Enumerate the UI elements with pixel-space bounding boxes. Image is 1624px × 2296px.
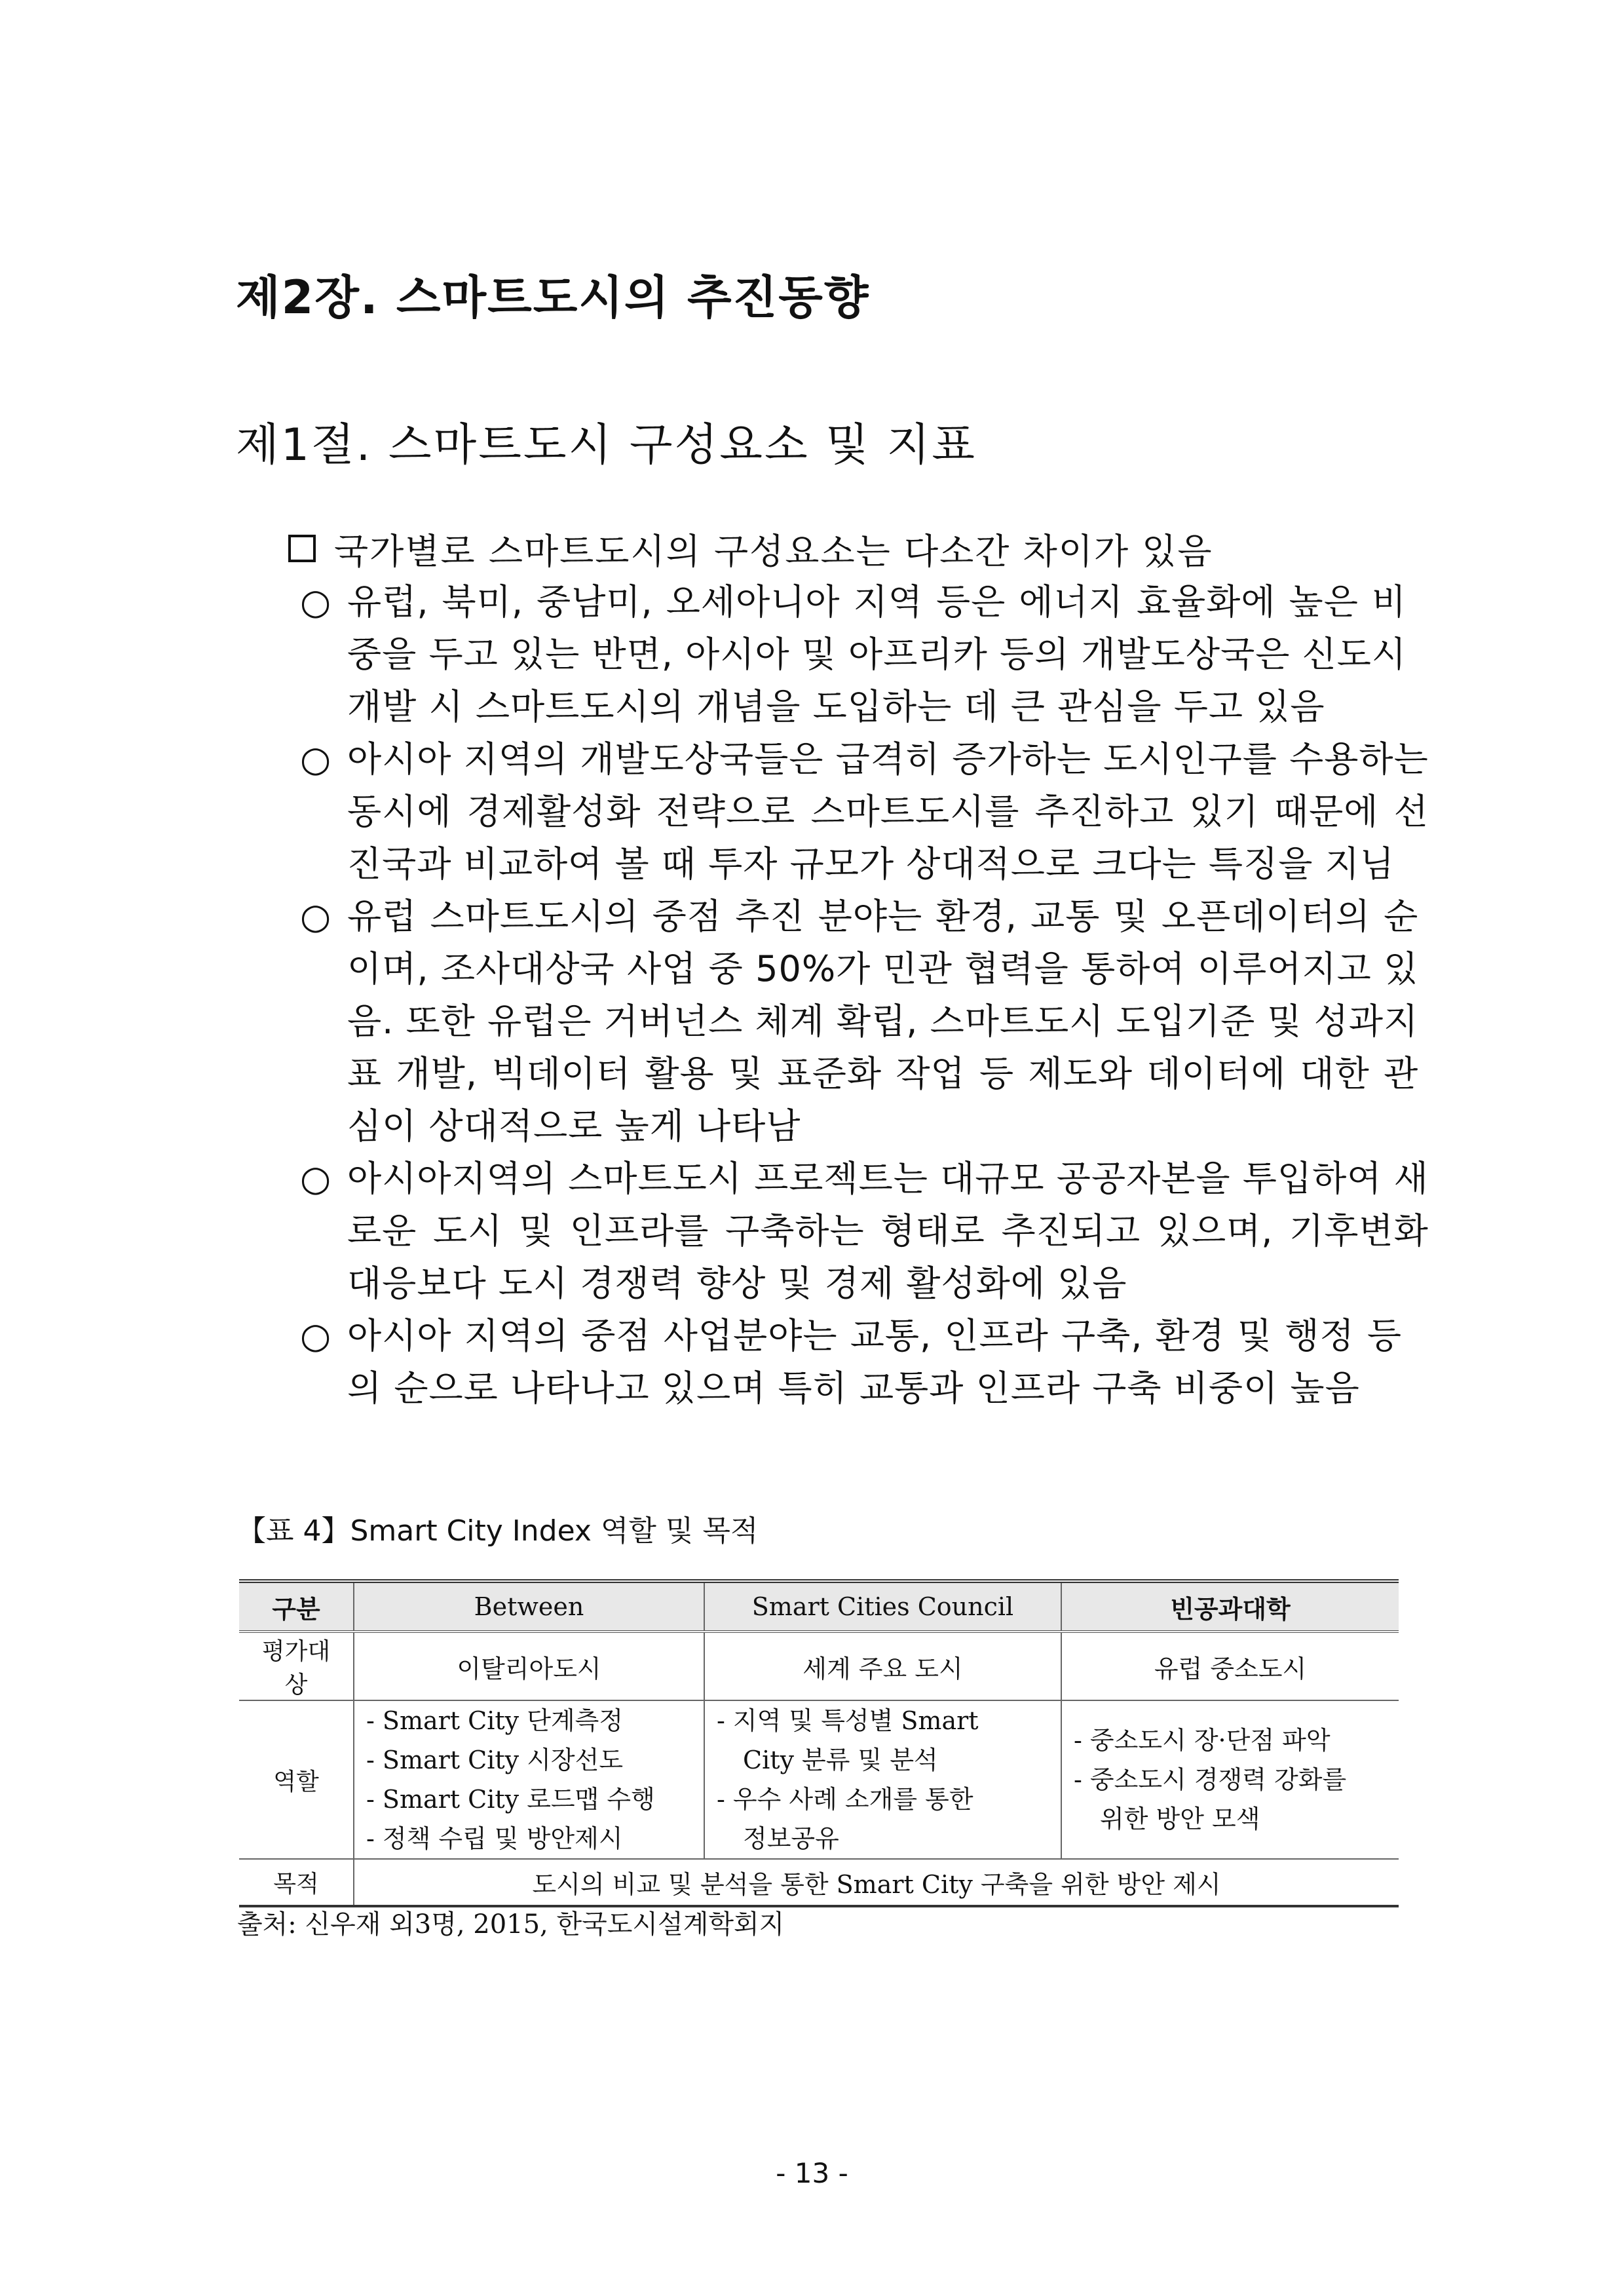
cell-line: - 정책 수립 및 방안제시 <box>366 1824 623 1853</box>
page-number: - 13 - <box>776 2157 848 2189</box>
text-line: 아시아지역의 스마트도시 프로젝트는 대규모 공공자본을 투입하여 새 <box>347 1158 1429 1199</box>
bullet-item <box>288 1310 1402 1415</box>
table-cell <box>354 1700 704 1859</box>
smart-city-index-table <box>239 1579 1399 1907</box>
text-line: 로운 도시 및 인프라를 구축하는 형태로 추진되고 있으며, 기후변화 <box>347 1210 1429 1252</box>
text-line: 유럽, 북미, 중남미, 오세아니아 지역 등은 에너지 효율화에 높은 비 <box>347 581 1407 622</box>
bullet-item <box>288 733 1429 890</box>
text-line: 진국과 비교하여 볼 때 투자 규모가 상대적으로 크다는 특징을 지님 <box>347 843 1395 885</box>
circle-bullet-icon: ○ <box>300 738 331 780</box>
row-label: 역할 <box>239 1700 354 1859</box>
table-cell <box>704 1700 1061 1859</box>
cell-line: 정보공유 <box>743 1824 839 1853</box>
bullet-item <box>288 890 1419 1153</box>
table-cell: 세계 주요 도시 <box>704 1632 1061 1700</box>
bullet-item <box>288 576 1407 733</box>
table-cell: 도시의 비교 및 분석을 통한 Smart City 구축을 위한 방안 제시 <box>354 1859 1399 1906</box>
section-title: 제1절. 스마트도시 구성요소 및 지표 <box>236 419 977 471</box>
text-line: 이며, 조사대상국 사업 중 50%가 민관 협력을 통하여 이루어지고 있 <box>347 948 1419 989</box>
cell-line: - 지역 및 특성별 Smart <box>717 1706 979 1735</box>
table-row-target <box>239 1632 1399 1700</box>
circle-bullet-icon: ○ <box>300 896 331 937</box>
cell-line: City 분류 및 분석 <box>743 1746 938 1774</box>
text-line: 유럽 스마트도시의 중점 추진 분야는 환경, 교통 및 오픈데이터의 순 <box>347 896 1419 937</box>
cell-line: 위한 방안 모색 <box>1100 1805 1260 1833</box>
body-text <box>288 521 1429 1415</box>
cell-line: - 중소도시 장·단점 파악 <box>1074 1726 1331 1755</box>
circle-bullet-icon: ○ <box>300 1315 331 1356</box>
checkbox-square-icon <box>288 535 316 562</box>
row-label: 목적 <box>239 1859 354 1906</box>
cell-line: - 우수 사례 소개를 통한 <box>717 1785 973 1814</box>
text-line: 심이 상대적으로 높게 나타남 <box>347 1105 801 1147</box>
table-cell: 이탈리아도시 <box>354 1632 704 1700</box>
table-source: 출처: 신우재 외3명, 2015, 한국도시설계학회지 <box>237 1909 785 1940</box>
table-row-role <box>239 1700 1399 1859</box>
text-line: 중을 두고 있는 반면, 아시아 및 아프리카 등의 개발도상국은 신도시 <box>347 634 1407 675</box>
chapter-title: 제2장. 스마트도시의 추진동향 <box>236 271 870 324</box>
text-line: 표 개발, 빅데이터 활용 및 표준화 작업 등 제도와 데이터에 대한 관 <box>347 1053 1419 1094</box>
text-line: 동시에 경제활성화 전략으로 스마트도시를 추진하고 있기 때문에 선 <box>347 791 1429 832</box>
table-cell: 유럽 중소도시 <box>1061 1632 1399 1700</box>
table-cell <box>1061 1700 1399 1859</box>
cell-line: - Smart City 시장선도 <box>366 1746 624 1774</box>
summary-item <box>288 521 1402 576</box>
text-line: 음. 또한 유럽은 거버넌스 체계 확립, 스마트도시 도입기준 및 성과지 <box>347 1001 1419 1042</box>
cell-line: - Smart City 단계측정 <box>366 1706 624 1735</box>
header-between: Between <box>354 1581 704 1632</box>
text-line: 아시아 지역의 개발도상국들은 급격히 증가하는 도시인구를 수용하는 <box>347 738 1429 780</box>
cell-line: - 중소도시 경쟁력 강화를 <box>1074 1765 1347 1794</box>
table-header-row <box>239 1581 1399 1632</box>
text-line: 의 순으로 나타나고 있으며 특히 교통과 인프라 구축 비중이 높음 <box>347 1368 1360 1409</box>
circle-bullet-icon: ○ <box>300 581 331 622</box>
table-row-purpose <box>239 1859 1399 1906</box>
bullet-item <box>288 1153 1429 1310</box>
summary-text: 국가별로 스마트도시의 구성요소는 다소간 차이가 있음 <box>334 530 1213 572</box>
circle-bullet-icon: ○ <box>300 1158 331 1199</box>
row-label: 평가대상 <box>239 1632 354 1700</box>
cell-line: - Smart City 로드맵 수행 <box>366 1785 655 1814</box>
header-smart-cities-council: Smart Cities Council <box>704 1581 1061 1632</box>
text-line: 개발 시 스마트도시의 개념을 도입하는 데 큰 관심을 두고 있음 <box>347 686 1325 727</box>
header-category: 구분 <box>239 1581 354 1632</box>
table-caption: 【표 4】Smart City Index 역할 및 목적 <box>237 1514 759 1548</box>
header-vienna-university: 빈공과대학 <box>1061 1581 1399 1632</box>
text-line: 아시아 지역의 중점 사업분야는 교통, 인프라 구축, 환경 및 행정 등 <box>347 1315 1402 1356</box>
text-line: 대응보다 도시 경쟁력 향상 및 경제 활성화에 있음 <box>347 1263 1127 1304</box>
